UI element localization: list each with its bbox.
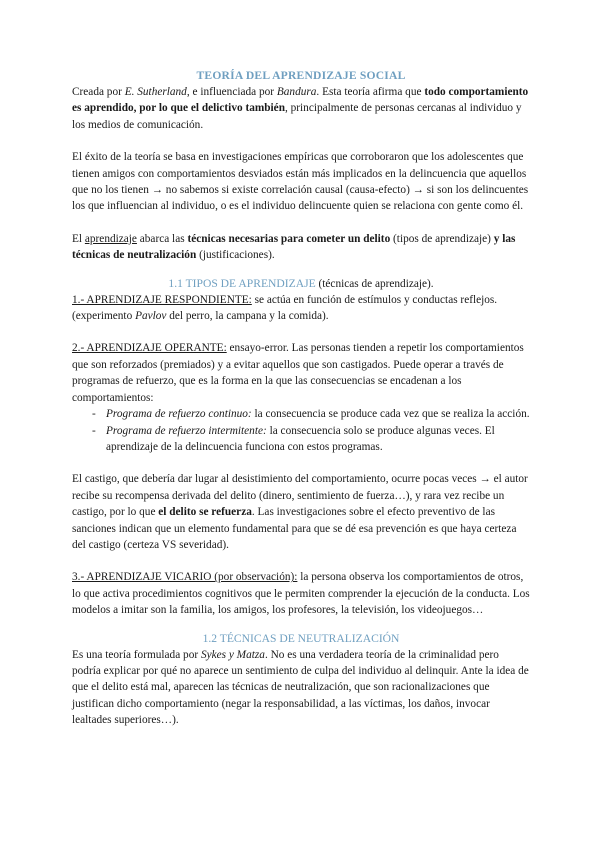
learning-bold-techniques: técnicas necesarias para cometer un delito [187,232,391,245]
learning-bold-neutralization: y las técnicas de neutralización [72,232,516,262]
respondent-text: del perro, la campana y la comida). [166,310,329,323]
sykes-matza-names: Sykes y Matza [200,648,265,661]
punishment-text: . Las investigaciones sobre el efecto preventivo de las sanciones indican que un elemento fundamental para que se dé esa prevención es que haya certeza del castigo (certeza VS severidad). [72,506,517,551]
author-sutherland: E. Sutherland [124,86,187,98]
vicarious-label: 3.- APRENDIZAJE VICARIO (por observación): [72,571,298,584]
intro-text: . Esta teoría afirma que [316,86,425,98]
document-page [72,66,530,729]
section-1-heading-note: (técnicas de aprendizaje). [315,277,434,290]
operant-label: 2.- APRENDIZAJE OPERANTE: [72,342,227,355]
respondent-paragraph [72,292,530,325]
vicarious-text: la persona observa los comportamientos de otros, lo que activa procedimientos cognitivos que le permiten comprender la ejecución de la conducta. Los modelos a imitar son la familia, los amigos, los profesores, la televisión, los videojuegos… [72,571,530,617]
neutralization-paragraph [72,647,530,729]
author-bandura: Bandura [276,86,317,98]
intro-key-claim: todo comportamiento es aprendido, por lo que el delictivo también [72,86,529,115]
pavlov-name: Pavlov [135,310,167,323]
vicarious-paragraph [72,569,530,618]
operant-text: ensayo-error. Las personas tienden a repetir los comportamientos que son reforzados (premiados) y a evitar aquellos que son castigados. Puede operar a través de programas de refuerzo, que es la forma en la que las consecuencias se encadenan a los comportamientos: [72,342,524,404]
intro-paragraph [72,84,530,133]
document-title: TEORÍA DEL APRENDIZAJE SOCIAL [196,69,406,82]
learning-paragraph [72,231,530,264]
list-item-text: la consecuencia se produce cada vez que se realiza la acción. [251,408,530,421]
list-item-term: Programa de refuerzo continuo: [106,408,252,421]
learning-text: El [72,232,85,245]
reinforcement-list [72,406,530,455]
success-paragraph: El éxito de la teoría se basa en investigaciones empíricas que corroboraron que los adolescentes que tienen amigos con comportamientos desviados están más implicados en la delincuencia que aquellos que no los tienen → no sabemos si existe correlación causal (causa-efecto) → si son los delincuentes los que influencian al individuo, o es el individuo delincuente quien se relaciona con gente como él. [72,151,529,213]
learning-text: abarca las [136,232,188,245]
intro-text: , principalmente de personas cercanas al individuo y los medios de comunicación. [72,102,522,131]
neutralization-text: . No es una verdadera teoría de la criminalidad pero podría explicar por qué no aparece un sentimiento de culpa del individuo al delinquir. Ante la idea de que el delito está mal, aparecen las técnicas de neutralización, que son racionalizaciones que justifican dicho comportamiento (negar la responsabilidad, a las víctimas, los daños, invocar lealtades superiores…). [72,648,529,727]
neutralization-text: Es una teoría formulada por [72,648,201,661]
list-item-term: Programa de refuerzo intermitente: [106,424,267,437]
section-1-heading [72,276,530,292]
list-item-text: la consecuencia solo se produce algunas veces. El aprendizaje de la delincuencia funciona con estos programas. [106,424,495,453]
intro-text: Creada por [72,86,125,98]
list-item [92,406,530,422]
section-2-heading: 1.2 TÉCNICAS DE NEUTRALIZACIÓN [202,631,400,645]
learning-term: aprendizaje [84,232,137,245]
learning-text: (tipos de aprendizaje) [390,232,494,245]
punishment-paragraph [72,471,530,553]
section-1-heading-text: 1.1 TIPOS DE APRENDIZAJE [168,276,316,290]
list-item [92,423,530,456]
respondent-text: se actúa en función de estímulos y conductas reflejos. (experimento [72,293,498,323]
learning-text: (justificaciones). [196,249,275,262]
operant-paragraph [72,340,530,406]
intro-text: , e influenciada por [186,86,277,98]
respondent-label: 1.- APRENDIZAJE RESPONDIENTE: [72,293,252,306]
punishment-text: El castigo, que debería dar lugar al desistimiento del comportamiento, ocurre pocas veces → el autor recibe su recompensa derivada del delito (dinero, sentimiento de fuerza…), y rara vez recibe un castigo, por lo que [72,473,528,519]
punishment-bold: el delito se refuerza [158,506,252,519]
